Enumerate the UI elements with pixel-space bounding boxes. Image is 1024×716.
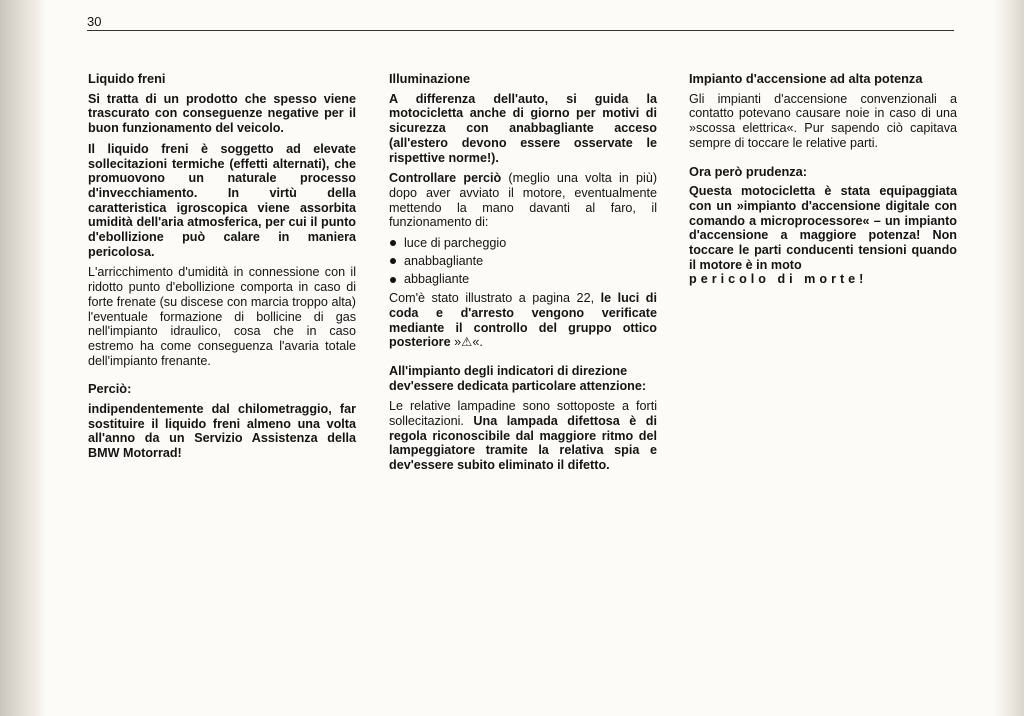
list-item (389, 272, 657, 287)
turn-signal-paragraph (389, 399, 657, 473)
tail-light-paragraph (389, 291, 657, 350)
list-item (389, 254, 657, 269)
lighting-check-text: (meglio una volta in più) dopo aver avviato il motore, eventualmente mettendo la mano davanti al faro, il funzionamento di: (389, 171, 658, 230)
danger-of-death-text: pericolo di morte! (689, 272, 868, 287)
caution-heading: Ora però prudenza: (689, 163, 808, 179)
header-rule (87, 30, 954, 31)
brake-fluid-moisture: L'arricchimento d'umidità in connessione con il ridotto punto d'ebollizione comporta in caso di forte frenate (su discese con marcia troppo alta) l'eventuale formazione di bollicine di gas nell'impianto idraulico, cosa che in caso estremo ha come conseguenza l'avaria totale dell'impianto frenante. (88, 265, 356, 368)
turn-signal-heading: All'impianto degli indicatori di direzione dev'essere dedicata particolare attenzione: (389, 363, 647, 393)
tail-light-lead: Com'è stato illustrato a pagina 22, (389, 291, 601, 306)
page-edge-shadow-right (994, 0, 1024, 716)
ignition-intro: Gli impianti d'accensione convenzionali a contatto potevano causare noie in caso di una »scossa elettrica«. Pur sapendo ciò capitava sempre di toccare le relative parti. (689, 91, 957, 150)
bullet-icon (390, 258, 396, 264)
section-heading-brake-fluid: Liquido freni (88, 71, 166, 86)
column-ignition (689, 72, 957, 293)
brake-fluid-aging: Il liquido freni è soggetto ad elevate sollecitazioni termiche (effetti alternati), che promuovono un naturale processo d'invecchiamento. In virtù della caratteristica igroscopica viene assorbita umidità dell'aria atmosferica, per cui il punto d'ebollizione può calare in maniera pericolosa. (88, 141, 356, 259)
ignition-warning (689, 184, 957, 287)
turn-signal-text: Le relative lampadine sono sottoposte a forti sollecitazioni. (389, 399, 657, 429)
turn-signal-bold: Una lampada difettosa è di regola riconoscibile dal maggiore ritmo del lampeggiatore tramite la relativa spia e dev'essere subito eliminato il difetto. (389, 414, 657, 473)
column-lighting (389, 72, 657, 479)
list-item-label: luce di parcheggio (404, 236, 507, 251)
brake-fluid-replace-advice: indipendentemente dal chilometraggio, far sostituire il liquido freni almeno una volta all'anno da un Servizio Assistenza della BMW Motorrad! (88, 402, 356, 461)
therefore-heading: Perciò: (88, 381, 132, 397)
list-item (389, 236, 657, 251)
list-item-label: abbagliante (404, 272, 470, 287)
lighting-check-lead: Controllare perciò (389, 171, 502, 186)
page-binding-shadow-left (0, 0, 46, 716)
column-brake-fluid (88, 72, 356, 467)
ignition-warning-text: Questa motocicletta è stata equipaggiata con un »impianto d'accensione digitale con comando a microprocessore« – un impianto d'accensione a maggiore potenza! Non toccare le parti conducenti tensioni quando il motore è in moto (689, 184, 957, 272)
section-heading-lighting: Illuminazione (389, 71, 471, 86)
lighting-intro: A differenza dell'auto, si guida la motocicletta anche di giorno per motivi di sicurezza con anabbagliante acceso (all'estero devono essere osservate le rispettive norme!). (389, 91, 657, 165)
tail-light-bold: le luci di coda e d'arresto vengono verificate mediante il controllo del gruppo ottico posteriore (389, 291, 657, 350)
page-number: 30 (87, 14, 102, 29)
lights-list (389, 236, 657, 287)
brake-fluid-intro: Si tratta di un prodotto che spesso viene trascurato con conseguenze negative per il buon funzionamento del veicolo. (88, 91, 356, 136)
warning-triangle-reference: »⚠«. (450, 335, 483, 350)
bullet-icon (390, 277, 396, 283)
section-heading-ignition: Impianto d'accensione ad alta potenza (689, 71, 923, 86)
bullet-icon (390, 240, 396, 246)
list-item-label: anabbagliante (404, 254, 484, 269)
lighting-check-paragraph (389, 171, 657, 230)
